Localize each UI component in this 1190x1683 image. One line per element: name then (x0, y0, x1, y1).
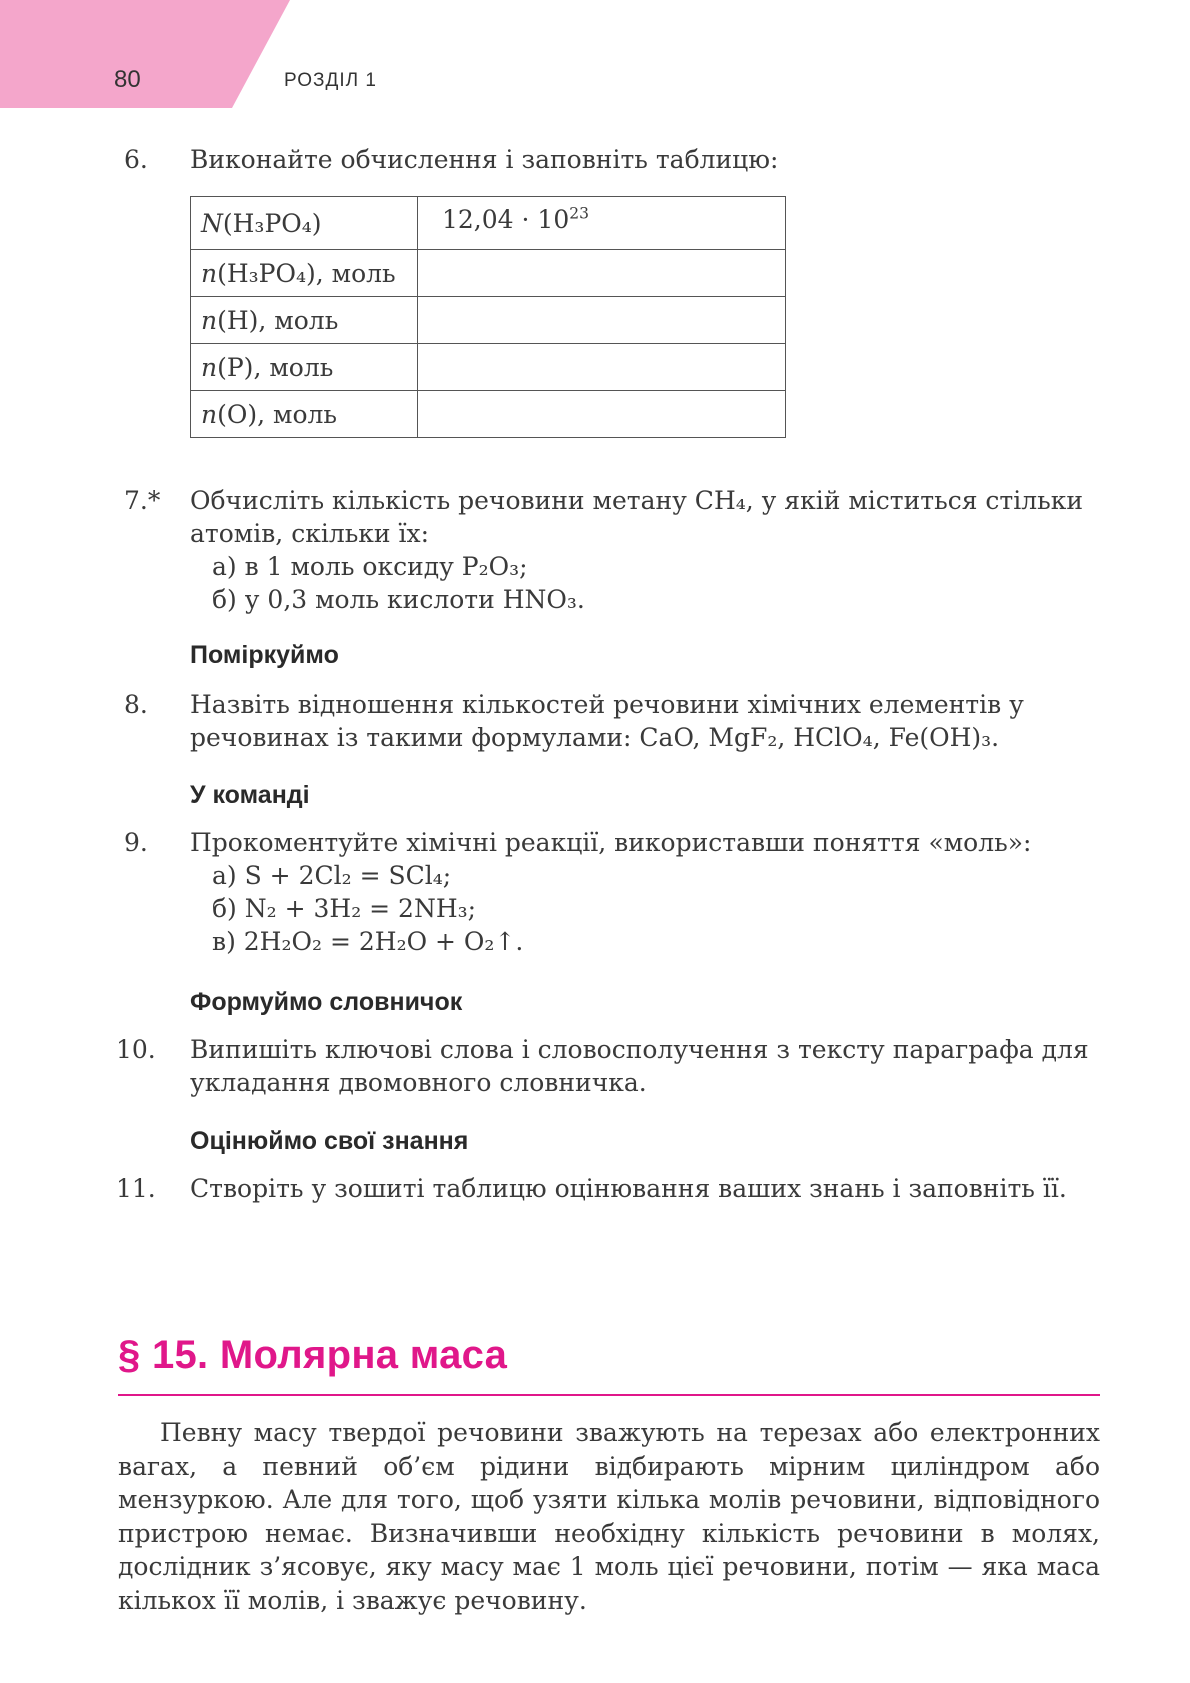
task-number: 8. (124, 690, 148, 719)
table-cell-empty (418, 344, 786, 391)
section-heading-team: У команді (190, 781, 310, 809)
page-number: 80 (114, 66, 141, 93)
task-text: Створіть у зошиті таблицю оцінювання ваших знань і заповніть її. (190, 1174, 1067, 1203)
paragraph-title: § 15. Молярна маса (118, 1333, 508, 1377)
task-11 (116, 1172, 1100, 1212)
section-heading-dictionary: Формуймо словничок (190, 988, 463, 1016)
table-row (191, 250, 786, 297)
task-number: 10. (116, 1035, 156, 1064)
header-corner-band (0, 0, 300, 110)
table-row (191, 197, 786, 250)
table-row (191, 297, 786, 344)
table-cell-label: n(O), моль (191, 391, 418, 438)
calculation-table (190, 196, 786, 438)
task-9 (124, 826, 1100, 961)
table-cell-label: n(H₃PO₄), моль (191, 250, 418, 297)
task-subitem-c: в) 2H₂O₂ = 2H₂O + O₂↑. (212, 927, 524, 956)
task-subitem-a: а) S + 2Cl₂ = SCl₄; (212, 861, 452, 890)
task-8 (124, 688, 1100, 758)
task-number: 11. (116, 1174, 156, 1203)
paragraph-body: Певну масу твердої речовини зважують на терезах або електронних вагах, а певний об’єм рідини відбирають мірним циліндром або мензуркою. Але для того, щоб узяти кілька молів речовини, відповідного пристрою немає. Визначивши необхідну кількість речовини в молях, дослідник з’ясовує, яку масу має 1 моль цієї речовини, потім — яка маса кількох її молів, і зважує речовину. (118, 1418, 1100, 1615)
table-cell-label: n(P), моль (191, 344, 418, 391)
task-subitem-a: а) в 1 моль оксиду P₂O₃; (212, 552, 528, 581)
table-row (191, 391, 786, 438)
task-text: Обчисліть кількість речовини метану CH₄, у якій міститься стільки атомів, скільки їх: (190, 486, 1084, 548)
title-underline (118, 1394, 1100, 1396)
running-header: РОЗДІЛ 1 (284, 70, 377, 91)
table-cell-empty (418, 297, 786, 344)
task-text: Випишіть ключові слова і словосполучення з тексту параграфа для укладання двомовного словничка. (190, 1035, 1089, 1097)
task-text: Назвіть відношення кількостей речовини хімічних елементів у речовинах із такими формулами: CaO, MgF₂, HClO₄, Fe(OH)₃. (190, 690, 1024, 752)
table-cell-empty (418, 391, 786, 438)
task-7 (124, 484, 1100, 624)
task-subitem-b: б) у 0,3 моль кислоти HNO₃. (212, 585, 585, 614)
table-cell-label: N(H₃PO₄) (191, 197, 418, 250)
section-heading-think: Поміркуймо (190, 641, 339, 669)
task-number: 7.* (124, 486, 161, 515)
task-10 (116, 1033, 1100, 1103)
table-cell-empty (418, 250, 786, 297)
table-cell-label: n(H), моль (191, 297, 418, 344)
table-row (191, 344, 786, 391)
table-cell-value: $12,04 \cdot 10^{23}$ (418, 197, 786, 250)
task-number: 9. (124, 828, 148, 857)
task-number: 6. (124, 145, 148, 174)
section-heading-assess: Оцінюймо свої знання (190, 1127, 469, 1155)
task-text: Виконайте обчислення і заповніть таблицю: (190, 145, 779, 174)
task-subitem-b: б) N₂ + 3H₂ = 2NH₃; (212, 894, 477, 923)
task-text: Прокоментуйте хімічні реакції, використавши поняття «моль»: (190, 828, 1032, 857)
